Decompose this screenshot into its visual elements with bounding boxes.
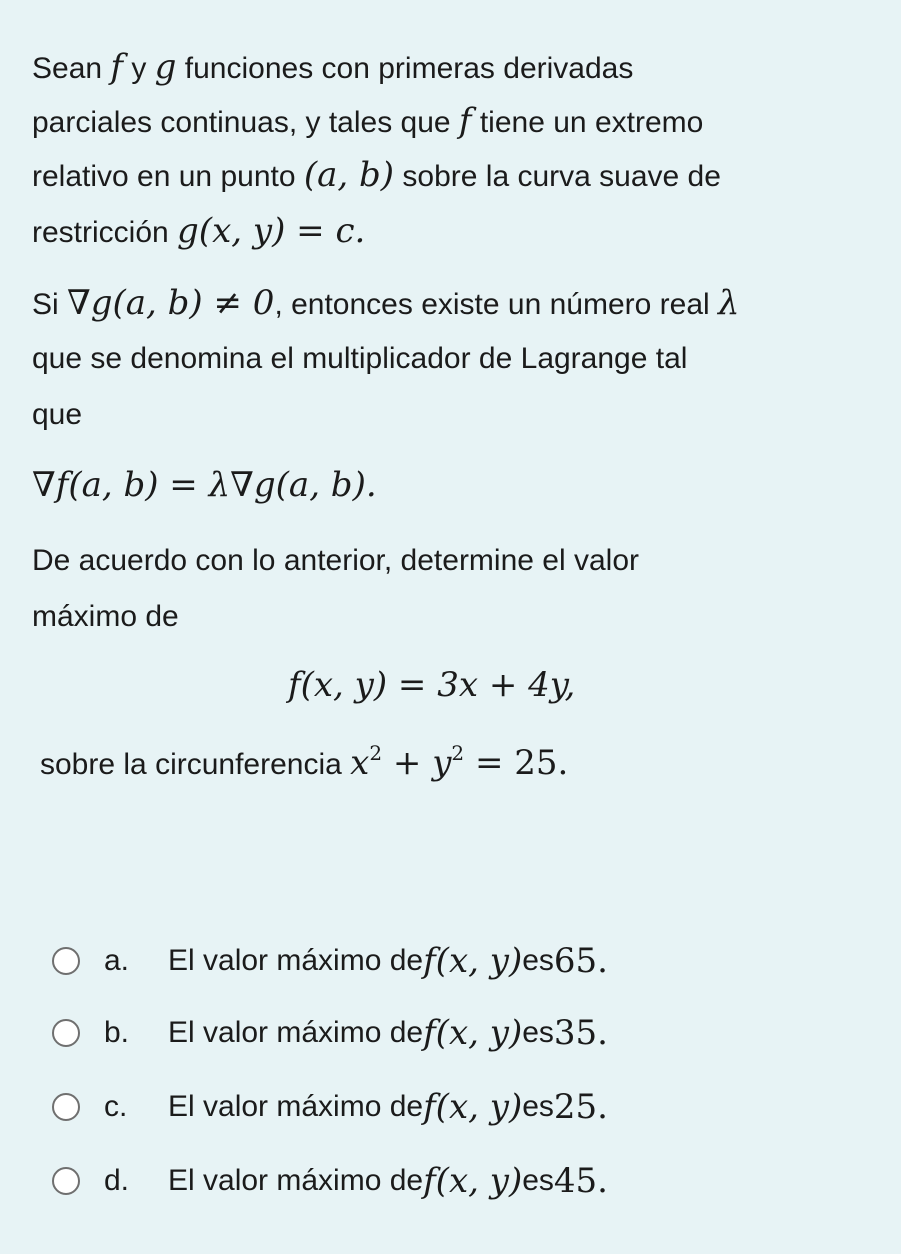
radio-button-b[interactable] (52, 1019, 80, 1047)
problem-line-2: máximo de (32, 600, 179, 633)
option-es: es (522, 1164, 554, 1197)
intro-line-3: relativo en un punto (a, b) sobre la curva suave de (32, 155, 721, 195)
radio-button-a[interactable] (52, 947, 80, 975)
option-b[interactable] (52, 1008, 608, 1058)
option-letter: a. (104, 944, 130, 977)
option-d[interactable] (52, 1156, 608, 1206)
radio-button-c[interactable] (52, 1093, 80, 1121)
option-c[interactable] (52, 1082, 608, 1132)
option-fxy: f(x, y) (423, 941, 523, 981)
theorem-line-2: que se denomina el multiplicador de Lagrange tal (32, 342, 688, 375)
theorem-line-3: que (32, 398, 83, 431)
option-text: El valor máximo de (168, 1016, 424, 1049)
option-fxy: f(x, y) (423, 1013, 523, 1053)
option-text: El valor máximo de (168, 944, 424, 977)
objective-function: f(x, y) = 3x + 4y, (288, 665, 576, 705)
option-text: El valor máximo de (168, 1164, 424, 1197)
option-fxy: f(x, y) (423, 1087, 523, 1127)
problem-line-1: De acuerdo con lo anterior, determine el valor (32, 544, 640, 577)
theorem-line-1: Si ∇g(a, b) ≠ 0, entonces existe un número real λ (32, 283, 740, 323)
option-value: 25. (553, 1087, 608, 1127)
intro-line-2: parciales continuas, y tales que f tiene un extremo (32, 101, 704, 141)
option-fxy: f(x, y) (423, 1161, 523, 1201)
lagrange-formula: ∇f(a, b) = λ∇g(a, b). (32, 465, 377, 505)
option-es: es (522, 1016, 554, 1049)
option-es: es (522, 1090, 554, 1123)
intro-line-1: Sean f y g funciones con primeras derivadas (32, 47, 634, 87)
option-text: El valor máximo de (168, 1090, 424, 1123)
option-value: 45. (553, 1161, 608, 1201)
option-letter: d. (104, 1164, 130, 1197)
option-es: es (522, 944, 554, 977)
option-value: 35. (553, 1013, 608, 1053)
option-letter: c. (104, 1090, 128, 1123)
constraint-line: sobre la circunferencia $x^2 + y^2 = 25$. (40, 741, 569, 783)
option-value: 65. (553, 941, 608, 981)
intro-line-4: restricción g(x, y) = c. (32, 211, 366, 251)
option-a[interactable] (52, 936, 608, 986)
radio-button-d[interactable] (52, 1167, 80, 1195)
option-letter: b. (104, 1016, 130, 1049)
